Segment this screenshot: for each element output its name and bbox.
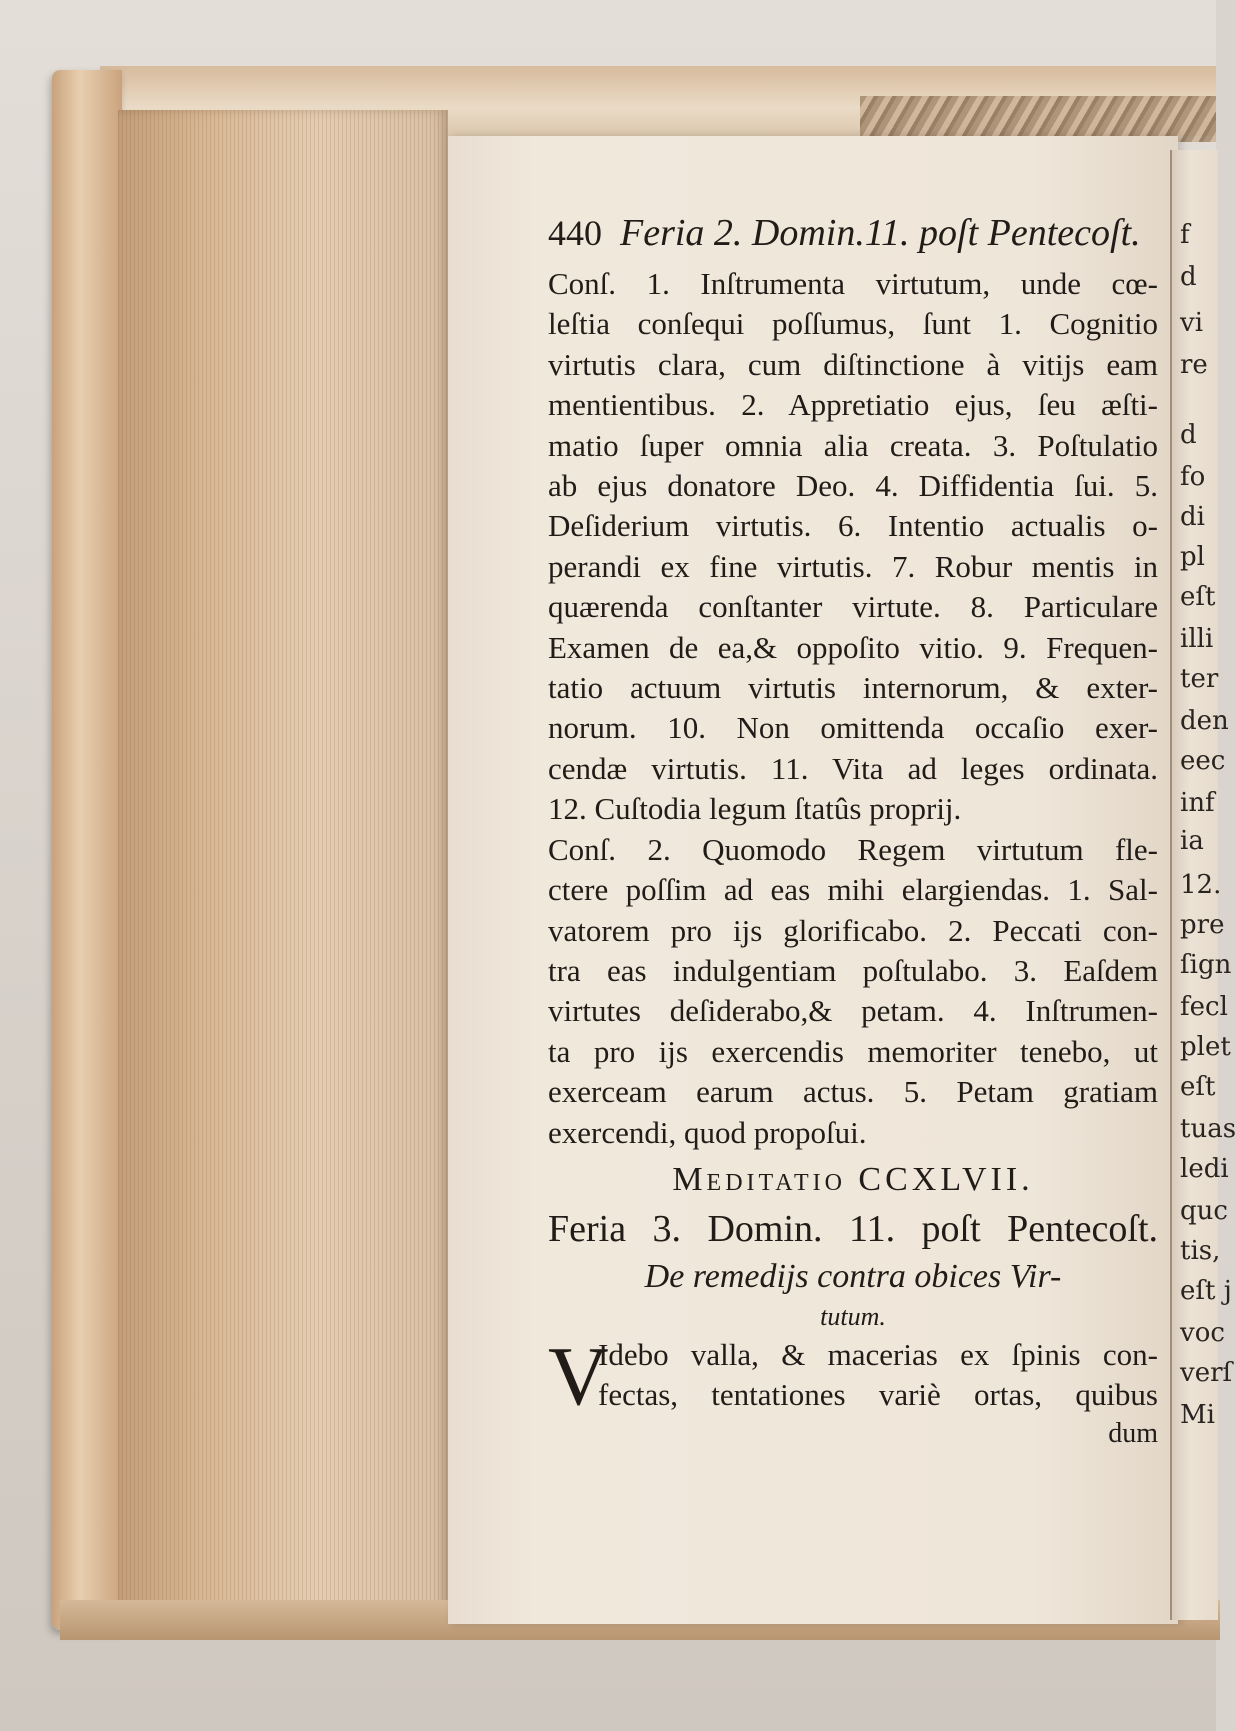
facing-page bbox=[1170, 150, 1236, 1620]
facing-page-fragment: di bbox=[1180, 502, 1205, 532]
facing-page-fragment: eſt bbox=[1180, 582, 1216, 612]
facing-page-fragment: den bbox=[1180, 706, 1229, 736]
page-block-edge bbox=[118, 110, 448, 1630]
facing-page-fragment: quc bbox=[1180, 1196, 1228, 1226]
facing-page-fragment: vi bbox=[1180, 308, 1204, 338]
text-line: virtutis clara, cum diſtinctione à vitijs eam bbox=[548, 346, 1158, 382]
facing-page-fragment: voc bbox=[1180, 1318, 1225, 1348]
text-line: Conſ. 1. Inſtrumenta virtutum, unde cœ- bbox=[548, 266, 1158, 301]
subject-heading-line-1: De remedijs contra obices Vir- bbox=[644, 1257, 1062, 1295]
text-line: ctere poſſim ad eas mihi elargiendas. 1. Sal- bbox=[548, 872, 1158, 908]
facing-page-fragment: verſ bbox=[1180, 1358, 1233, 1388]
text-line: 12. Cuſtodia legum ſtatûs proprij. bbox=[548, 791, 962, 827]
facing-page-fragment: 12. bbox=[1180, 870, 1222, 900]
facing-page-fragment: ledi bbox=[1180, 1154, 1229, 1184]
facing-page-fragment: plet bbox=[1180, 1032, 1231, 1062]
facing-page-fragment: Mi bbox=[1180, 1400, 1215, 1430]
facing-page-fragment: fecl bbox=[1180, 992, 1228, 1022]
facing-page-fragment: f bbox=[1180, 220, 1190, 250]
text-line: tatio actuum virtutis internorum, & exter- bbox=[548, 670, 1158, 706]
opening-paragraph bbox=[548, 1329, 1158, 1423]
opening-line: fectas, tentationes variè ortas, quibus bbox=[598, 1377, 1158, 1413]
subject-heading-line-2: tutum. bbox=[820, 1301, 886, 1331]
facing-page-fragment: pl bbox=[1180, 542, 1205, 572]
page-text bbox=[548, 208, 1158, 1452]
text-line: matio ſuper omnia alia creata. 3. Poſtulatio bbox=[548, 427, 1158, 463]
facing-page-fragment: illi bbox=[1180, 624, 1214, 654]
text-line: quærenda conſtanter virtute. 8. Particulare bbox=[548, 589, 1158, 625]
facing-page-fragment: ter bbox=[1180, 664, 1219, 694]
text-line: Deſiderium virtutis. 6. Intentio actualis o- bbox=[548, 508, 1158, 544]
text-line: Conſ. 2. Quomodo Regem virtutum fle- bbox=[548, 831, 1158, 867]
facing-page-fragment: eſt bbox=[1180, 1072, 1216, 1102]
text-line: exerceam earum actus. 5. Petam gratiam bbox=[548, 1074, 1158, 1110]
text-line: virtutes deſiderabo,& petam. 4. Inſtrumen- bbox=[548, 993, 1158, 1029]
facing-page-fragment: d bbox=[1180, 420, 1197, 450]
running-head bbox=[548, 208, 1158, 258]
meditatio-heading: Meditatio CCXLVII. bbox=[672, 1160, 1034, 1198]
facing-page-fragment: eec bbox=[1180, 746, 1226, 776]
catchword: dum bbox=[1108, 1417, 1158, 1449]
text-line: ab ejus donatore Deo. 4. Diffidentia ſui. 5. bbox=[548, 468, 1158, 504]
running-head-title: Feria 2. Domin.11. poſt Pentecoſt. bbox=[620, 212, 1141, 254]
opening-lines bbox=[598, 1335, 1158, 1416]
text-line: cendæ virtutis. 11. Vita ad leges ordinata. bbox=[548, 750, 1158, 786]
text-line: perandi ex fine virtutis. 7. Robur mentis in bbox=[548, 548, 1158, 584]
text-line: ta pro ijs exercendis memoriter tenebo, ut bbox=[548, 1033, 1158, 1069]
drop-capital: V bbox=[548, 1329, 609, 1423]
meditation-body bbox=[548, 264, 1158, 1153]
page-number: 440 bbox=[548, 213, 602, 253]
text-line: leſtia conſequi poſſumus, ſunt 1. Cognitio bbox=[548, 306, 1158, 342]
text-line: exercendi, quod propoſui. bbox=[548, 1114, 867, 1150]
facing-page-fragment: ſign bbox=[1180, 950, 1232, 980]
text-line: mentientibus. 2. Appretiatio ejus, ſeu æſti- bbox=[548, 387, 1158, 423]
text-line: vatorem pro ijs glorificabo. 2. Peccati con- bbox=[548, 912, 1158, 948]
facing-page-fragment: re bbox=[1180, 350, 1208, 380]
text-line: tra eas indulgentiam poſtulabo. 3. Eaſdem bbox=[548, 952, 1158, 988]
facing-page-fragment: pre bbox=[1180, 910, 1225, 940]
facing-page-fragment: ia bbox=[1180, 826, 1204, 856]
facing-page-fragment: fo bbox=[1180, 462, 1206, 492]
text-line: Examen de ea,& oppoſito vitio. 9. Frequen- bbox=[548, 629, 1158, 665]
feria-heading: Feria 3. Domin. 11. poſt Pentecoſt. bbox=[548, 1207, 1158, 1250]
opening-line: Idebo valla, & macerias ex ſpinis con- bbox=[598, 1336, 1158, 1372]
facing-page-fragment: tis, bbox=[1180, 1236, 1221, 1266]
text-line: norum. 10. Non omittenda occaſio exer- bbox=[548, 710, 1158, 746]
book-cover-edge bbox=[52, 70, 122, 1630]
facing-page-fragment: eſt j bbox=[1180, 1276, 1232, 1306]
facing-page-fragment: tuas bbox=[1180, 1114, 1236, 1144]
facing-page-fragment: inf bbox=[1180, 788, 1215, 818]
facing-page-fragment: d bbox=[1180, 262, 1197, 292]
